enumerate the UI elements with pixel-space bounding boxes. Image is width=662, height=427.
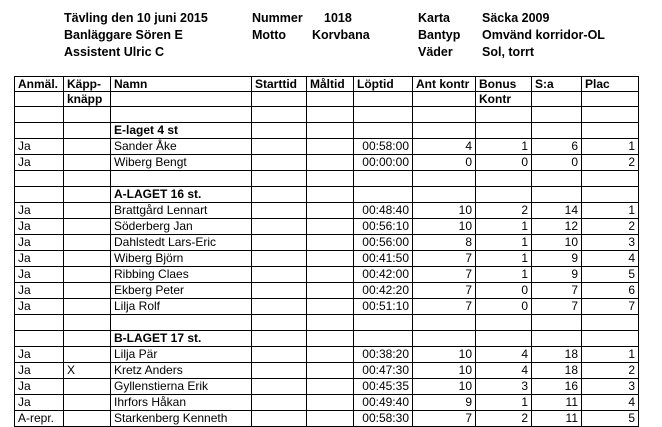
starttid-cell[interactable]	[252, 395, 307, 411]
cell[interactable]	[413, 92, 476, 107]
cell[interactable]	[354, 315, 413, 331]
plac-cell[interactable]: 1	[582, 139, 639, 155]
cell[interactable]	[307, 171, 354, 187]
blank-row	[15, 171, 639, 187]
name-cell[interactable]: Dahlstedt Lars-Eric	[111, 235, 252, 251]
maltid-cell[interactable]	[307, 235, 354, 251]
course-type-value[interactable]: Omvänd korridor-OL	[482, 28, 605, 42]
cell[interactable]	[476, 123, 532, 139]
col-header-maltid[interactable]: Måltid	[307, 77, 354, 92]
maltid-cell[interactable]	[307, 219, 354, 235]
ant-kontr-cell[interactable]: 4	[413, 139, 476, 155]
kapp-cell[interactable]	[64, 155, 111, 171]
col-header-kapp-2[interactable]: knäpp	[64, 92, 111, 107]
cell[interactable]	[307, 187, 354, 203]
name-cell[interactable]: Söderberg Jan	[111, 219, 252, 235]
kapp-cell[interactable]	[64, 379, 111, 395]
cell[interactable]	[252, 187, 307, 203]
header-row	[15, 77, 639, 92]
loptid-cell[interactable]: 00:58:00	[354, 139, 413, 155]
cell[interactable]	[64, 123, 111, 139]
header-row-2	[15, 92, 639, 107]
ant-kontr-cell[interactable]: 10	[413, 219, 476, 235]
col-header-starttid[interactable]: Starttid	[252, 77, 307, 92]
ant-kontr-cell[interactable]: 10	[413, 363, 476, 379]
table-row	[15, 251, 639, 267]
plac-cell[interactable]: 2	[582, 155, 639, 171]
anmal-cell[interactable]: Ja	[15, 299, 64, 315]
table-row	[15, 267, 639, 283]
group-title[interactable]: E-laget 4 st	[111, 123, 252, 139]
name-cell[interactable]: Wiberg Björn	[111, 251, 252, 267]
cell[interactable]	[64, 107, 111, 123]
loptid-cell[interactable]: 00:51:10	[354, 299, 413, 315]
cell[interactable]	[476, 331, 532, 347]
plac-cell[interactable]: 6	[582, 283, 639, 299]
summa-cell[interactable]: 0	[532, 155, 582, 171]
table-row	[15, 411, 639, 427]
number-label[interactable]: Nummer	[252, 11, 303, 25]
cell[interactable]	[111, 92, 252, 107]
summa-cell[interactable]: 16	[532, 379, 582, 395]
maltid-cell[interactable]	[307, 347, 354, 363]
cell[interactable]	[111, 315, 252, 331]
cell[interactable]	[307, 92, 354, 107]
cell[interactable]	[307, 107, 354, 123]
cell[interactable]	[413, 315, 476, 331]
maltid-cell[interactable]	[307, 139, 354, 155]
anmal-cell[interactable]: Ja	[15, 139, 64, 155]
col-header-loptid[interactable]: Löptid	[354, 77, 413, 92]
loptid-cell[interactable]: 00:49:40	[354, 395, 413, 411]
starttid-cell[interactable]	[252, 363, 307, 379]
col-header-bonus-2[interactable]: Kontr	[476, 92, 532, 107]
cell[interactable]	[582, 315, 639, 331]
name-cell[interactable]: Kretz Anders	[111, 363, 252, 379]
loptid-cell[interactable]: 00:42:20	[354, 283, 413, 299]
loptid-cell[interactable]: 00:47:30	[354, 363, 413, 379]
blank-row	[15, 107, 639, 123]
starttid-cell[interactable]	[252, 219, 307, 235]
maltid-cell[interactable]	[307, 283, 354, 299]
summa-cell[interactable]: 11	[532, 395, 582, 411]
cell[interactable]	[413, 187, 476, 203]
kapp-cell[interactable]	[64, 219, 111, 235]
motto-value[interactable]: Korvbana	[312, 28, 370, 42]
weather-label[interactable]: Väder	[418, 45, 453, 59]
table-row	[15, 235, 639, 251]
plac-cell[interactable]: 2	[582, 363, 639, 379]
summa-cell[interactable]: 14	[532, 203, 582, 219]
results-table	[14, 76, 639, 427]
cell[interactable]	[532, 107, 582, 123]
group-title-row	[15, 331, 639, 347]
loptid-cell[interactable]: 00:56:10	[354, 219, 413, 235]
cell[interactable]	[413, 171, 476, 187]
cell[interactable]	[532, 331, 582, 347]
cell[interactable]	[582, 123, 639, 139]
ant-kontr-cell[interactable]: 7	[413, 411, 476, 427]
col-header-summa[interactable]: S:a	[532, 77, 582, 92]
cell[interactable]	[354, 187, 413, 203]
ant-kontr-cell[interactable]: 7	[413, 267, 476, 283]
ant-kontr-cell[interactable]: 10	[413, 347, 476, 363]
cell[interactable]	[582, 171, 639, 187]
group-title[interactable]: B-LAGET 17 st.	[111, 331, 252, 347]
anmal-cell[interactable]: Ja	[15, 155, 64, 171]
loptid-cell[interactable]: 00:45:35	[354, 379, 413, 395]
cell[interactable]	[252, 107, 307, 123]
anmal-cell[interactable]: Ja	[15, 363, 64, 379]
anmal-cell[interactable]: Ja	[15, 235, 64, 251]
summa-cell[interactable]: 9	[532, 267, 582, 283]
course-type-label[interactable]: Bantyp	[418, 28, 461, 42]
cell[interactable]	[413, 107, 476, 123]
name-cell[interactable]: Starkenberg Kenneth	[111, 411, 252, 427]
maltid-cell[interactable]	[307, 155, 354, 171]
cell[interactable]	[413, 331, 476, 347]
name-cell[interactable]: Lilja Rolf	[111, 299, 252, 315]
cell[interactable]	[354, 107, 413, 123]
table-row	[15, 155, 639, 171]
cell[interactable]	[307, 331, 354, 347]
results-table-body	[15, 77, 639, 427]
cell[interactable]	[15, 123, 64, 139]
ant-kontr-cell[interactable]: 7	[413, 283, 476, 299]
starttid-cell[interactable]	[252, 283, 307, 299]
maltid-cell[interactable]	[307, 203, 354, 219]
number-value[interactable]: 1018	[324, 11, 352, 25]
plac-cell[interactable]: 5	[582, 267, 639, 283]
plac-cell[interactable]: 2	[582, 219, 639, 235]
cell[interactable]	[476, 171, 532, 187]
bonus-cell[interactable]: 2	[476, 203, 532, 219]
assistant[interactable]: Assistent Ulric C	[64, 45, 165, 59]
cell[interactable]	[64, 171, 111, 187]
cell[interactable]	[532, 171, 582, 187]
name-cell[interactable]: Brattgård Lennart	[111, 203, 252, 219]
bonus-cell[interactable]: 1	[476, 139, 532, 155]
kapp-cell[interactable]: X	[64, 363, 111, 379]
table-row	[15, 299, 639, 315]
kapp-cell[interactable]	[64, 283, 111, 299]
ant-kontr-cell[interactable]: 8	[413, 235, 476, 251]
cell[interactable]	[252, 315, 307, 331]
col-header-bonus[interactable]: Bonus	[476, 77, 532, 92]
summa-cell[interactable]: 11	[532, 411, 582, 427]
weather-value[interactable]: Sol, torrt	[482, 45, 535, 59]
loptid-cell[interactable]: 00:00:00	[354, 155, 413, 171]
summa-cell[interactable]: 18	[532, 363, 582, 379]
table-row	[15, 347, 639, 363]
maltid-cell[interactable]	[307, 251, 354, 267]
starttid-cell[interactable]	[252, 347, 307, 363]
bonus-cell[interactable]: 1	[476, 267, 532, 283]
maltid-cell[interactable]	[307, 411, 354, 427]
kapp-cell[interactable]	[64, 203, 111, 219]
cell[interactable]	[532, 187, 582, 203]
cell[interactable]	[111, 171, 252, 187]
name-cell[interactable]: Ribbing Claes	[111, 267, 252, 283]
starttid-cell[interactable]	[252, 155, 307, 171]
ant-kontr-cell[interactable]: 10	[413, 203, 476, 219]
table-row	[15, 219, 639, 235]
cell[interactable]	[64, 187, 111, 203]
cell[interactable]	[307, 123, 354, 139]
starttid-cell[interactable]	[252, 411, 307, 427]
maltid-cell[interactable]	[307, 379, 354, 395]
anmal-cell[interactable]: Ja	[15, 203, 64, 219]
group-title[interactable]: A-LAGET 16 st.	[111, 187, 252, 203]
loptid-cell[interactable]: 00:58:30	[354, 411, 413, 427]
col-header-ant-kontr[interactable]: Ant kontr	[413, 77, 476, 92]
cell[interactable]	[64, 315, 111, 331]
table-row	[15, 283, 639, 299]
starttid-cell[interactable]	[252, 139, 307, 155]
competition-date[interactable]: Tävling den 10 juni 2015	[64, 11, 208, 25]
name-cell[interactable]: Ihrfors Håkan	[111, 395, 252, 411]
starttid-cell[interactable]	[252, 235, 307, 251]
plac-cell[interactable]: 4	[582, 395, 639, 411]
motto-label[interactable]: Motto	[252, 28, 287, 42]
cell[interactable]	[354, 331, 413, 347]
cell[interactable]	[532, 92, 582, 107]
cell[interactable]	[413, 123, 476, 139]
starttid-cell[interactable]	[252, 267, 307, 283]
cell[interactable]	[307, 315, 354, 331]
name-cell[interactable]: Gyllenstierna Erik	[111, 379, 252, 395]
plac-cell[interactable]: 1	[582, 347, 639, 363]
cell[interactable]	[252, 123, 307, 139]
course-setter[interactable]: Banläggare Sören E	[64, 28, 183, 42]
table-row	[15, 139, 639, 155]
starttid-cell[interactable]	[252, 251, 307, 267]
ant-kontr-cell[interactable]: 7	[413, 299, 476, 315]
cell[interactable]	[354, 171, 413, 187]
cell[interactable]	[476, 107, 532, 123]
col-header-anmal[interactable]: Anmäl.	[15, 77, 64, 92]
bonus-cell[interactable]: 0	[476, 283, 532, 299]
plac-cell[interactable]: 3	[582, 379, 639, 395]
table-row	[15, 379, 639, 395]
bonus-cell[interactable]: 0	[476, 299, 532, 315]
map-value[interactable]: Säcka 2009	[482, 11, 550, 25]
plac-cell[interactable]: 3	[582, 235, 639, 251]
cell[interactable]	[582, 92, 639, 107]
cell[interactable]	[582, 331, 639, 347]
cell[interactable]	[354, 123, 413, 139]
cell[interactable]	[15, 171, 64, 187]
kapp-cell[interactable]	[64, 251, 111, 267]
bonus-cell[interactable]: 1	[476, 219, 532, 235]
cell[interactable]	[15, 331, 64, 347]
summa-cell[interactable]: 9	[532, 251, 582, 267]
cell[interactable]	[582, 107, 639, 123]
maltid-cell[interactable]	[307, 267, 354, 283]
summa-cell[interactable]: 18	[532, 347, 582, 363]
starttid-cell[interactable]	[252, 379, 307, 395]
cell[interactable]	[252, 92, 307, 107]
cell[interactable]	[476, 187, 532, 203]
col-header-namn[interactable]: Namn	[111, 77, 252, 92]
summa-cell[interactable]: 7	[532, 283, 582, 299]
cell[interactable]	[15, 107, 64, 123]
loptid-cell[interactable]: 00:41:50	[354, 251, 413, 267]
name-cell[interactable]: Ekberg Peter	[111, 283, 252, 299]
ant-kontr-cell[interactable]: 10	[413, 379, 476, 395]
name-cell[interactable]: Sander Åke	[111, 139, 252, 155]
cell[interactable]	[252, 171, 307, 187]
cell[interactable]	[582, 187, 639, 203]
cell[interactable]	[64, 331, 111, 347]
bonus-cell[interactable]: 1	[476, 235, 532, 251]
map-label[interactable]: Karta	[418, 11, 450, 25]
bonus-cell[interactable]: 3	[476, 379, 532, 395]
ant-kontr-cell[interactable]: 0	[413, 155, 476, 171]
cell[interactable]	[532, 123, 582, 139]
maltid-cell[interactable]	[307, 363, 354, 379]
table-row	[15, 363, 639, 379]
cell[interactable]	[15, 92, 64, 107]
anmal-cell[interactable]: Ja	[15, 395, 64, 411]
starttid-cell[interactable]	[252, 203, 307, 219]
kapp-cell[interactable]	[64, 411, 111, 427]
plac-cell[interactable]: 7	[582, 299, 639, 315]
bonus-cell[interactable]: 2	[476, 411, 532, 427]
kapp-cell[interactable]	[64, 347, 111, 363]
loptid-cell[interactable]: 00:42:00	[354, 267, 413, 283]
cell[interactable]	[15, 315, 64, 331]
kapp-cell[interactable]	[64, 267, 111, 283]
group-title-row	[15, 123, 639, 139]
ant-kontr-cell[interactable]: 9	[413, 395, 476, 411]
cell[interactable]	[111, 107, 252, 123]
bonus-cell[interactable]: 4	[476, 363, 532, 379]
plac-cell[interactable]: 4	[582, 251, 639, 267]
cell[interactable]	[354, 92, 413, 107]
anmal-cell[interactable]: Ja	[15, 251, 64, 267]
cell[interactable]	[532, 315, 582, 331]
kapp-cell[interactable]	[64, 299, 111, 315]
bonus-cell[interactable]: 1	[476, 251, 532, 267]
name-cell[interactable]: Lilja Pär	[111, 347, 252, 363]
summa-cell[interactable]: 6	[532, 139, 582, 155]
cell[interactable]	[15, 187, 64, 203]
table-row	[15, 395, 639, 411]
table-row	[15, 203, 639, 219]
col-header-plac[interactable]: Plac	[582, 77, 639, 92]
loptid-cell[interactable]: 00:48:40	[354, 203, 413, 219]
anmal-cell[interactable]: Ja	[15, 379, 64, 395]
kapp-cell[interactable]	[64, 139, 111, 155]
anmal-cell[interactable]: Ja	[15, 267, 64, 283]
loptid-cell[interactable]: 00:38:20	[354, 347, 413, 363]
name-cell[interactable]: Wiberg Bengt	[111, 155, 252, 171]
summa-cell[interactable]: 7	[532, 299, 582, 315]
cell[interactable]	[476, 315, 532, 331]
bonus-cell[interactable]: 0	[476, 155, 532, 171]
ant-kontr-cell[interactable]: 7	[413, 251, 476, 267]
bonus-cell[interactable]: 4	[476, 347, 532, 363]
summa-cell[interactable]: 12	[532, 219, 582, 235]
anmal-cell[interactable]: Ja	[15, 219, 64, 235]
summa-cell[interactable]: 10	[532, 235, 582, 251]
anmal-cell[interactable]: Ja	[15, 347, 64, 363]
kapp-cell[interactable]	[64, 395, 111, 411]
group-title-row	[15, 187, 639, 203]
plac-cell[interactable]: 1	[582, 203, 639, 219]
col-header-kapp[interactable]: Käpp-	[64, 77, 111, 92]
loptid-cell[interactable]: 00:56:00	[354, 235, 413, 251]
maltid-cell[interactable]	[307, 395, 354, 411]
starttid-cell[interactable]	[252, 299, 307, 315]
bonus-cell[interactable]: 1	[476, 395, 532, 411]
blank-row	[15, 315, 639, 331]
maltid-cell[interactable]	[307, 299, 354, 315]
cell[interactable]	[252, 331, 307, 347]
plac-cell[interactable]: 5	[582, 411, 639, 427]
kapp-cell[interactable]	[64, 235, 111, 251]
anmal-cell[interactable]: A-repr.	[15, 411, 64, 427]
anmal-cell[interactable]: Ja	[15, 283, 64, 299]
